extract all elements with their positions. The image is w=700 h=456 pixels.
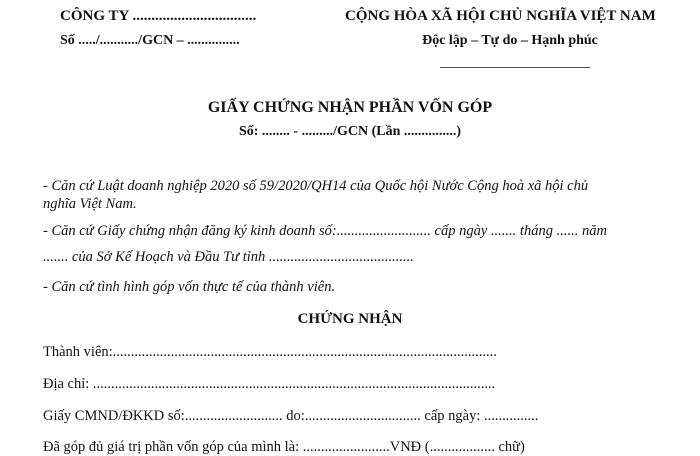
legal-basis-cert-line2: ....... của Sở Kế Hoạch và Đầu Tư tỉnh ........................................ — [43, 249, 414, 265]
address-field: Địa chỉ: ............................................................................................................... — [43, 376, 496, 392]
motto-underline — [440, 67, 590, 68]
certificate-title: GIẤY CHỨNG NHẬN PHẦN VỐN GÓP — [207, 99, 493, 116]
certificate-number: Số: ........ - ........./GCN (Lần ...............) — [238, 124, 462, 139]
company-name-line: CÔNG TY ................................. — [60, 8, 257, 24]
legal-basis-law-line2: nghĩa Việt Nam. — [43, 196, 137, 212]
legal-basis-law-line1: - Căn cứ Luật doanh nghiệp 2020 số 59/2020/QH14 của Quốc hội Nước Cộng hoà xã hội chủ — [43, 178, 589, 194]
certify-heading: CHỨNG NHẬN — [297, 311, 403, 327]
document-number-line: Số ...../.........../GCN – ............... — [60, 33, 240, 48]
national-motto: Độc lập – Tự do – Hạnh phúc — [422, 33, 598, 48]
republic-name: CỘNG HÒA XÃ HỘI CHỦ NGHĨA VIỆT NAM — [345, 8, 656, 24]
id-document-field: Giấy CMND/ĐKKD số:........................... do:................................ cấp ngày: ............... — [43, 408, 539, 424]
legal-basis-contribution: - Căn cứ tình hình góp vốn thực tế của thành viên. — [43, 279, 336, 295]
member-field: Thành viên:.......................................................................................................... — [43, 344, 497, 360]
legal-basis-cert-line1: - Căn cứ Giấy chứng nhận đăng ký kinh doanh số:.......................... cấp ngày ....... tháng ...... năm — [43, 223, 607, 239]
paid-capital-field: Đã góp đủ giá trị phần vốn góp của mình là: ........................VNĐ (.................. chữ) — [43, 439, 525, 455]
